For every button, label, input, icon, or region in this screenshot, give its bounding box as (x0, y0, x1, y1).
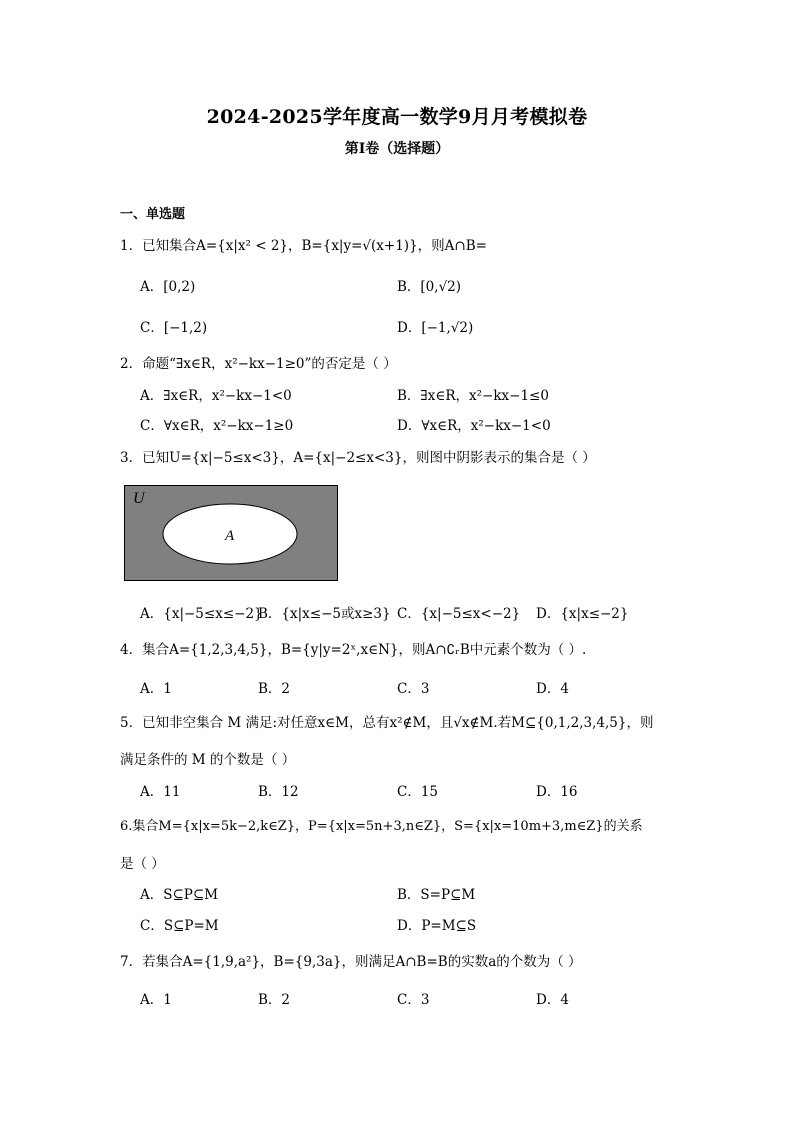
venn-universe-label: U (133, 490, 145, 507)
question-4-stem: 4．集合A={1,2,3,4,5}，B={y|y=2ˣ,x∈N}，则A∩∁ᵣB中元素个数为（ ）. (120, 642, 587, 658)
question-2-option-d: D．∀x∈R，x²−kx−1<0 (397, 418, 551, 434)
question-3-option-a: A．{x|−5≤x≤−2} (140, 606, 263, 622)
question-1-option-b: B．[0,√2) (397, 279, 462, 295)
question-1-stem: 1．已知集合A={x|x² < 2}，B={x|y=√(x+1)}，则A∩B= (120, 238, 487, 254)
exam-title: 2024-2025学年度高一数学9月月考模拟卷 (206, 106, 588, 128)
question-2-option-c: C．∀x∈R，x²−kx−1≥0 (140, 418, 294, 434)
venn-diagram (124, 485, 338, 581)
question-5-option-a: A．11 (140, 784, 181, 800)
venn-diagram-svg (124, 485, 338, 581)
question-2-option-b: B．∃x∈R，x²−kx−1≤0 (397, 388, 549, 404)
question-3-option-b: B．{x|x≤−5或x≥3} (258, 606, 391, 622)
question-2-stem: 2．命题“∃x∈R，x²−kx−1≥0”的否定是（ ） (120, 356, 397, 372)
question-5-option-b: B．12 (258, 784, 299, 800)
question-4-option-d: D．4 (536, 681, 569, 697)
question-5-option-d: D．16 (536, 784, 578, 800)
question-1-option-c: C．[−1,2) (140, 320, 208, 336)
question-2-option-a: A．∃x∈R，x²−kx−1<0 (140, 388, 292, 404)
question-6-option-c: C．S⊆P=M (140, 918, 219, 934)
venn-set-label: A (225, 528, 235, 544)
question-6-stem: 6.集合M={x|x=5k−2,k∈Z}，P={x|x=5n+3,n∈Z}，S={x|x=10m+3,m∈Z}的关系 (120, 819, 643, 834)
question-3-option-c: C．{x|−5≤x<−2} (397, 606, 521, 622)
question-6-stem-line-2: 是（ ） (120, 856, 165, 872)
question-3-stem: 3．已知U={x|−5≤x<3}，A={x|−2≤x<3}，则图中阴影表示的集合是（ ） (120, 450, 596, 466)
question-3-option-d: D．{x|x≤−2} (536, 606, 629, 622)
question-7-option-c: C．3 (397, 992, 430, 1008)
question-7-option-d: D．4 (536, 992, 569, 1008)
question-5-option-c: C．15 (397, 784, 439, 800)
question-5-stem-line-2: 满足条件的 M 的个数是（ ） (120, 752, 296, 768)
question-7-option-b: B．2 (258, 992, 291, 1008)
question-4-option-a: A．1 (140, 681, 172, 697)
question-4-option-c: C．3 (397, 681, 430, 697)
question-1-option-d: D．[−1,√2) (397, 320, 474, 336)
question-4-option-b: B．2 (258, 681, 291, 697)
question-6-option-d: D．P=M⊆S (397, 918, 477, 934)
question-5-stem: 5．已知非空集合 M 满足:对任意x∈M，总有x²∉M，且√x∉M.若M⊆{0,1,2,3,4,5}，则 (120, 715, 654, 731)
exam-subtitle: 第I卷（选择题） (344, 141, 450, 157)
question-7-stem: 7．若集合A={1,9,a²}，B={9,3a}，则满足A∩B=B的实数a的个数为（ ） (120, 954, 582, 970)
section-heading: 一、单选题 (120, 207, 186, 222)
question-1-option-a: A．[0,2) (140, 279, 196, 295)
question-6-option-a: A．S⊆P⊆M (140, 887, 219, 903)
question-6-option-b: B．S=P⊆M (397, 887, 476, 903)
question-7-option-a: A．1 (140, 992, 172, 1008)
